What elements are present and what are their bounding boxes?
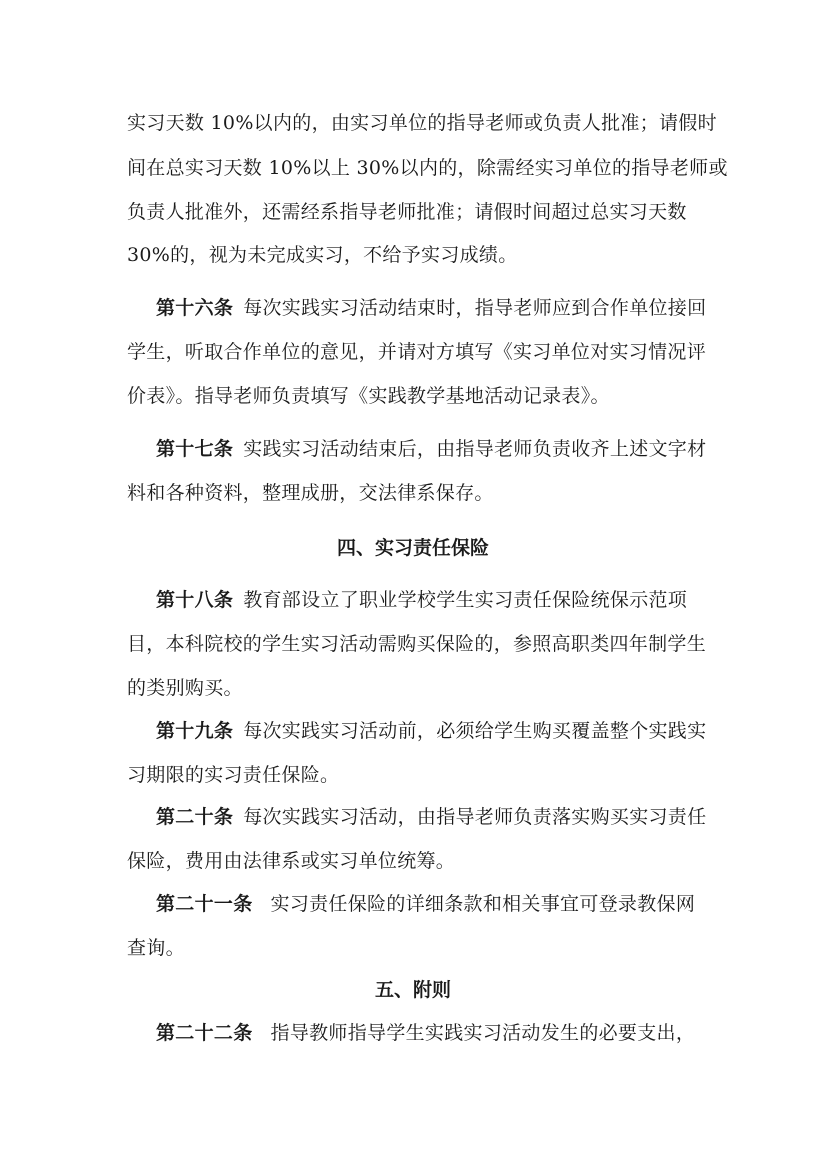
article-number: 第二十二条 xyxy=(156,1022,253,1044)
article-number: 第十八条 xyxy=(156,589,234,611)
article-text: 指导教师指导学生实践实习活动发生的必要支出， xyxy=(270,1022,696,1044)
body-text-line: 的类别购买。 xyxy=(127,677,243,699)
body-text-line: 保险，费用由法律系或实习单位统筹。 xyxy=(127,850,456,872)
body-text-line: 习期限的实习责任保险。 xyxy=(127,764,340,786)
article-text: 实习责任保险的详细条款和相关事宜可登录教保网 xyxy=(270,893,696,915)
article-number: 第十九条 xyxy=(156,720,234,742)
article-20-first-line xyxy=(156,805,736,829)
body-text-line: 价表》。指导老师负责填写《实践教学基地活动记录表》。 xyxy=(127,385,610,407)
body-text-line: 实习天数 10%以内的，由实习单位的指导老师或负责人批准；请假时 xyxy=(127,112,717,134)
body-text-line: 负责人批准外，还需经系指导老师批准；请假时间超过总实习天数 xyxy=(127,201,687,223)
article-19-first-line xyxy=(156,719,736,743)
article-18-first-line xyxy=(156,588,736,612)
article-text: 每次实践实习活动结束时，指导老师应到合作单位接回 xyxy=(243,297,707,319)
article-text: 实践实习活动结束后，由指导老师负责收齐上述文字材 xyxy=(243,438,707,460)
article-number: 第十七条 xyxy=(156,438,234,460)
body-text-line: 30%的，视为未完成实习，不给予实习成绩。 xyxy=(127,244,518,266)
article-text: 教育部设立了职业学校学生实习责任保险统保示范项 xyxy=(243,589,688,611)
body-text-line: 间在总实习天数 10%以上 30%以内的，除需经实习单位的指导老师或 xyxy=(127,157,728,179)
article-number: 第十六条 xyxy=(156,297,234,319)
body-text-line: 查询。 xyxy=(127,937,185,959)
body-text-line: 料和各种资料，整理成册，交法律系保存。 xyxy=(127,482,494,504)
section-heading: 四、实习责任保险 xyxy=(336,537,489,559)
body-text-line: 目，本科院校的学生实习活动需购买保险的，参照高职类四年制学生 xyxy=(127,633,707,655)
body-text-line: 学生，听取合作单位的意见，并请对方填写《实习单位对实习情况评 xyxy=(127,341,707,363)
article-16-first-line xyxy=(156,296,736,320)
article-number: 第二十条 xyxy=(156,806,234,828)
article-21-first-line xyxy=(156,892,736,916)
article-22-first-line xyxy=(156,1021,736,1045)
article-17-first-line xyxy=(156,437,736,461)
article-number: 第二十一条 xyxy=(156,893,253,915)
article-text: 每次实践实习活动，由指导老师负责落实购买实习责任 xyxy=(243,806,707,828)
section-heading: 五、附则 xyxy=(374,979,451,1001)
article-text: 每次实践实习活动前，必须给学生购买覆盖整个实践实 xyxy=(243,720,707,742)
